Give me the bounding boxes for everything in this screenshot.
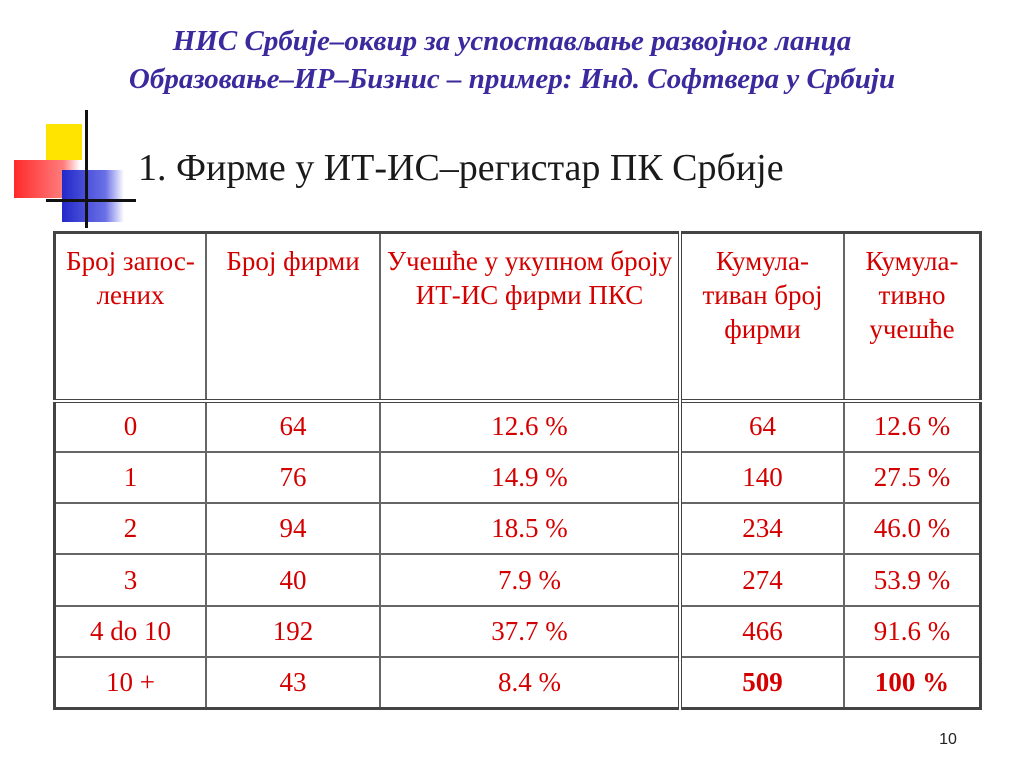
cell-cumulative-share: 91.6 %	[844, 606, 981, 657]
cell-cumulative-share: 46.0 %	[844, 503, 981, 554]
blue-square	[62, 170, 124, 222]
yellow-square	[46, 124, 82, 160]
cell-cumulative-firms: 234	[680, 503, 844, 554]
table-row	[55, 503, 981, 554]
cell-employees: 10 +	[55, 657, 207, 708]
table-row	[55, 554, 981, 605]
table-row	[55, 452, 981, 503]
header-firms: Број фирми	[206, 233, 380, 401]
cell-employees: 4 do 10	[55, 606, 207, 657]
header-line-2: Образовање–ИР–Бизнис – пример: Инд. Софтвера у Србији	[128, 63, 896, 95]
cell-employees: 1	[55, 452, 207, 503]
table-row	[55, 606, 981, 657]
cell-share: 8.4 %	[380, 657, 680, 708]
header-employees: Број запос-лених	[55, 233, 207, 401]
cell-cumulative-share: 27.5 %	[844, 452, 981, 503]
cell-cumulative-firms: 64	[680, 401, 844, 452]
horizontal-line	[46, 199, 136, 202]
cell-firms: 43	[206, 657, 380, 708]
cell-cumulative-firms: 509	[680, 657, 844, 708]
cell-employees: 0	[55, 401, 207, 452]
slide-title: 1. Фирме у ИТ-ИС–регистар ПК Србије	[138, 147, 784, 189]
cell-cumulative-firms: 466	[680, 606, 844, 657]
table-header-row	[55, 233, 981, 401]
cell-cumulative-firms: 274	[680, 554, 844, 605]
slide-header	[0, 22, 1024, 98]
table-row	[55, 401, 981, 452]
cell-firms: 64	[206, 401, 380, 452]
header-share: Учешће у укупном броју ИТ-ИС фирми ПКС	[380, 233, 680, 401]
cell-share: 37.7 %	[380, 606, 680, 657]
table-row	[55, 657, 981, 708]
cell-share: 7.9 %	[380, 554, 680, 605]
cell-firms: 76	[206, 452, 380, 503]
page-number: 10	[939, 731, 957, 748]
firms-table	[53, 231, 982, 710]
vertical-line	[85, 110, 88, 228]
cell-cumulative-share: 100 %	[844, 657, 981, 708]
header-line-1: НИС Србије–оквир за успостављање развојног ланца	[172, 25, 852, 57]
cell-share: 18.5 %	[380, 503, 680, 554]
cell-share: 14.9 %	[380, 452, 680, 503]
cell-cumulative-share: 53.9 %	[844, 554, 981, 605]
cell-cumulative-firms: 140	[680, 452, 844, 503]
cell-firms: 94	[206, 503, 380, 554]
cell-cumulative-share: 12.6 %	[844, 401, 981, 452]
header-cumulative-share: Кумула-тивно учешће	[844, 233, 981, 401]
cell-employees: 3	[55, 554, 207, 605]
decorative-squares	[0, 0, 140, 240]
cell-firms: 40	[206, 554, 380, 605]
header-cumulative-firms: Кумула-тиван број фирми	[680, 233, 844, 401]
cell-firms: 192	[206, 606, 380, 657]
cell-share: 12.6 %	[380, 401, 680, 452]
cell-employees: 2	[55, 503, 207, 554]
